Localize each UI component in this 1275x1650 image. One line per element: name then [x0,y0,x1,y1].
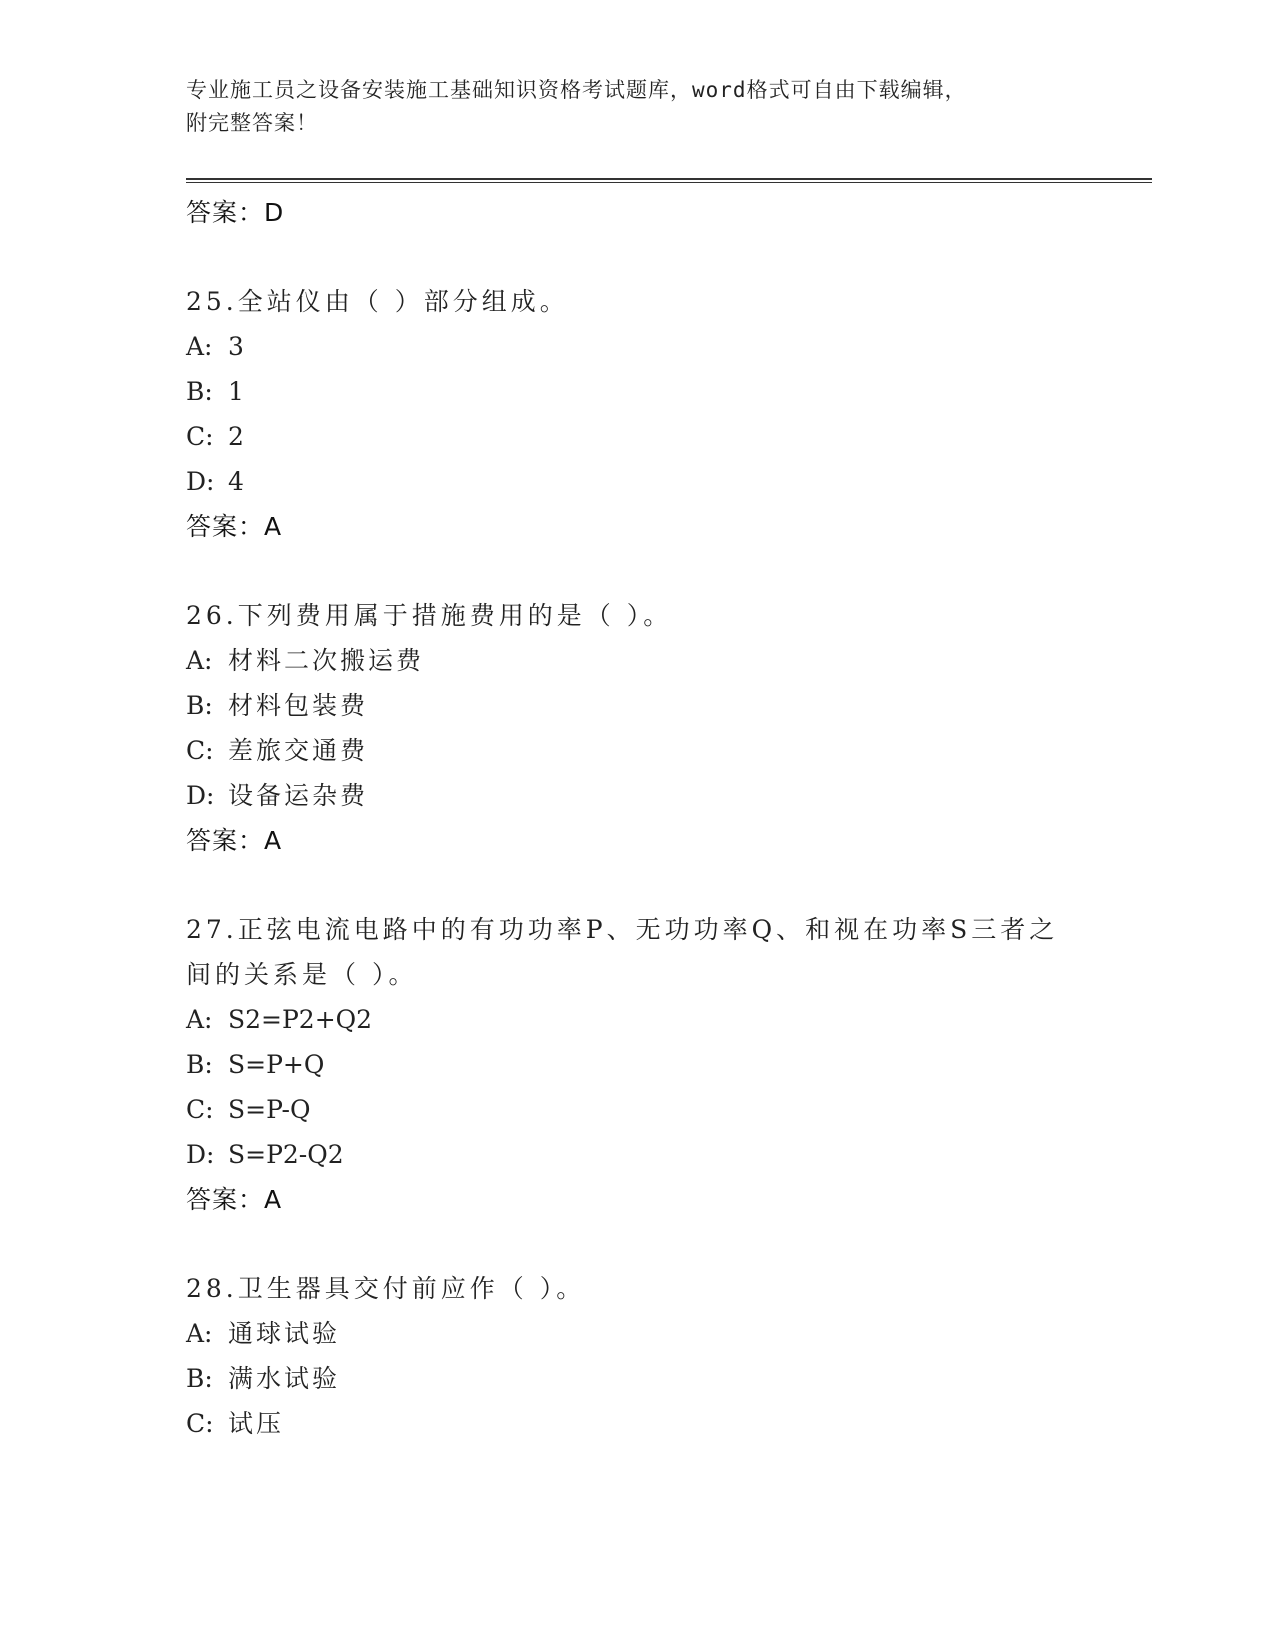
option-text: 试压 [228,1409,285,1438]
option-letter: D: [186,781,215,810]
option-c [186,1401,1152,1446]
option-a [186,324,1152,369]
header-line-2: 附完整答案！ [186,111,318,135]
document-header [186,74,1106,140]
option-text: 满水试验 [228,1364,341,1393]
option-c [186,1087,1152,1132]
option-a [186,997,1152,1042]
previous-answer: 答案：D [186,198,285,227]
header-line-1: 专业施工员之设备安装施工基础知识资格考试题库，word格式可自由下载编辑， [186,78,967,102]
option-letter: A: [186,646,213,675]
option-b [186,1356,1152,1401]
option-b [186,683,1152,728]
option-letter: C: [186,1095,214,1124]
question-text: 26.下列费用属于措施费用的是（ ）。 [186,601,673,630]
option-c [186,414,1152,459]
option-letter: A: [186,332,213,361]
option-letter: B: [186,1050,213,1079]
question-text: 25.全站仪由（ ）部分组成。 [186,287,569,316]
option-text: S=P2-Q2 [228,1140,344,1169]
option-letter: C: [186,736,214,765]
option-d [186,1132,1152,1177]
question-27 [186,907,1152,1222]
option-letter: A: [186,1319,213,1348]
question-text: 27.正弦电流电路中的有功功率P、无功功率Q、和视在功率S三者之间的关系是（ ）。 [186,915,1059,989]
option-text: S2=P2+Q2 [228,1005,373,1034]
option-text: 1 [228,377,247,406]
option-letter: B: [186,691,213,720]
option-a [186,638,1152,683]
option-d [186,459,1152,504]
answer-label: 答案：A [186,1185,283,1214]
option-text: 3 [228,332,247,361]
question-26 [186,593,1152,863]
option-c [186,728,1152,773]
option-letter: B: [186,377,213,406]
question-25 [186,279,1152,549]
option-text: 2 [228,422,247,451]
option-text: 4 [228,467,247,496]
question-list [186,190,1152,1446]
header-divider [186,178,1152,183]
option-text: 差旅交通费 [228,736,369,765]
option-text: 材料二次搬运费 [228,646,425,675]
question-28 [186,1266,1152,1446]
option-text: 设备运杂费 [228,781,369,810]
option-letter: D: [186,467,215,496]
option-text: 材料包装费 [228,691,369,720]
option-b [186,369,1152,414]
option-letter: B: [186,1364,213,1393]
option-letter: D: [186,1140,215,1169]
option-letter: C: [186,422,214,451]
option-text: S=P+Q [228,1050,325,1079]
question-text: 28.卫生器具交付前应作（ ）。 [186,1274,586,1303]
option-letter: C: [186,1409,214,1438]
option-letter: A: [186,1005,213,1034]
option-text: S=P-Q [228,1095,311,1124]
option-text: 通球试验 [228,1319,341,1348]
option-a [186,1311,1152,1356]
answer-label: 答案：A [186,512,283,541]
answer-label: 答案：A [186,826,283,855]
option-b [186,1042,1152,1087]
option-d [186,773,1152,818]
